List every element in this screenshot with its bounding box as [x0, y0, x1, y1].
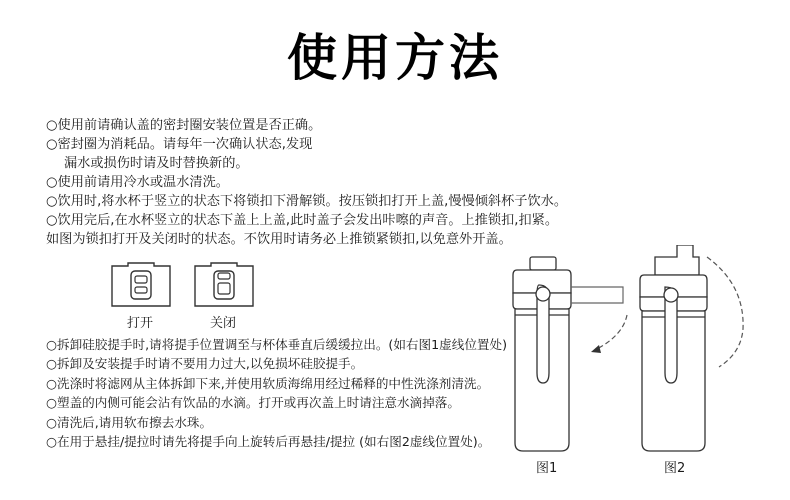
instruction-line: ○使用前请用冷水或温水清洗。 [46, 175, 229, 190]
instruction-line: ○拆卸硅胶提手时,请将提手位置调至与杯体垂直后缓缓拉出。(如右图1虚线位置处) [46, 337, 508, 352]
instruction-line: ○拆卸及安装提手时请不要用力过大,以免损坏硅胶提手。 [46, 356, 364, 372]
lock-open-illustration [110, 262, 172, 308]
instructions-top [46, 116, 636, 249]
instruction-line: 如图为锁扣打开及关闭时的状态。不饮用时请务必上推锁紧锁扣,以免意外开盖。 [46, 232, 512, 247]
instruction-line: ○清洗后,请用软布擦去水珠。 [46, 414, 213, 430]
figure-1-label: 图1 [536, 461, 558, 476]
instruction-line: ○塑盖的内侧可能会沾有饮品的水滴。打开或再次盖上时请注意水滴掉落。 [46, 395, 460, 411]
bottle-diagrams [505, 245, 755, 457]
bottle-figure-2 [640, 245, 743, 451]
instruction-line: ○饮用完后,在水杯竖立的状态下盖上上盖,此时盖子会发出咔嚓的声音。上推锁扣,扣紧。 [46, 213, 559, 228]
figure-2-label: 图2 [664, 461, 686, 476]
bottle-figure-1 [513, 257, 627, 451]
instruction-line: ○在用于悬挂/提拉时请先将提手向上旋转后再悬挂/提拉 (如右图2虚线位置处)。 [46, 434, 491, 450]
instruction-line: 漏水或损伤时请及时替换新的。 [64, 156, 249, 171]
instruction-line: ○洗涤时将滤网从主体拆卸下来,并使用软质海绵用经过稀释的中性洗涤剂清洗。 [46, 375, 490, 391]
instruction-line: ○饮用时,将水杯于竖立的状态下将锁扣下滑解锁。按压锁扣打开上盖,慢慢倾斜杯子饮水。 [46, 194, 568, 209]
page-title: 使用方法 [287, 29, 503, 87]
lock-open-label: 打开 [127, 316, 154, 331]
lock-closed-illustration [193, 262, 255, 308]
instruction-line: ○使用前请确认盖的密封圈安装位置是否正确。 [46, 118, 322, 133]
lock-closed-label: 关闭 [210, 316, 237, 331]
instruction-line: ○密封圈为消耗品。请每年一次确认状态,发现 [46, 137, 313, 152]
